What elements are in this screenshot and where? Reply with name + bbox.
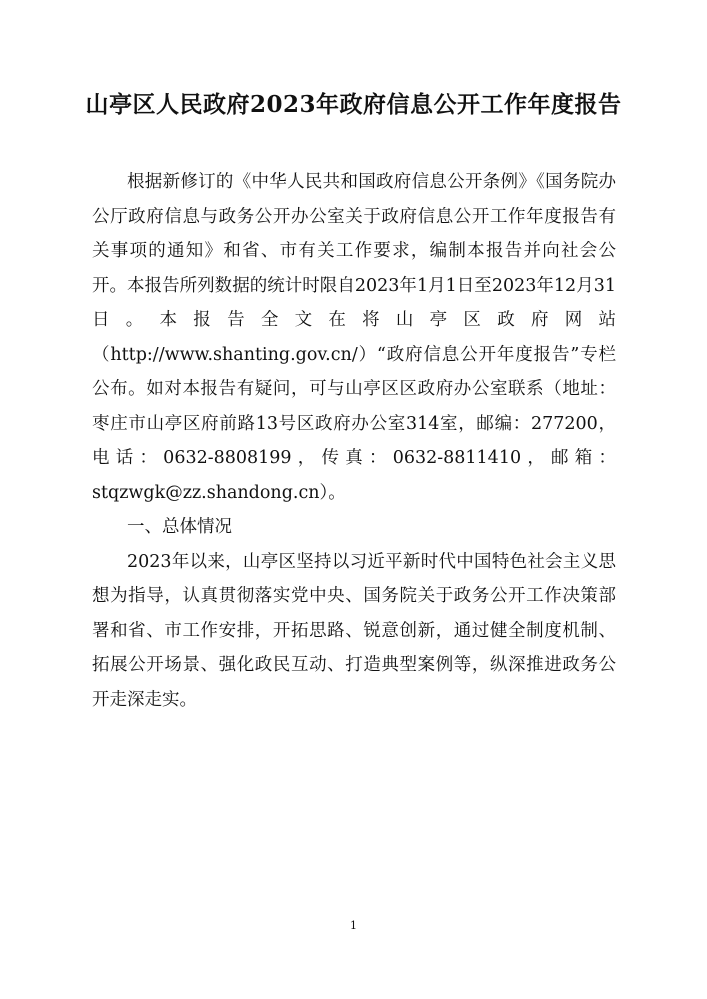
page-number: 1 bbox=[350, 919, 357, 932]
overview-paragraph: 2023年以来，山亭区坚持以习近平新时代中国特色社会主义思想为指导，认真贯彻落实党中央、国务院关于政务公开工作决策部署和省、市工作安排，开拓思路、锐意创新，通过健全制度机制、拓展公开场景、强化政民互动、打造典型案例等，纵深推进政务公开走深走实。 bbox=[92, 551, 616, 710]
document-body bbox=[92, 165, 616, 717]
section-heading-overview: 一、总体情况 bbox=[127, 517, 232, 537]
intro-paragraph: 根据新修订的《中华人民共和国政府信息公开条例》《国务院办公厅政府信息与政务公开办公室关于政府信息公开工作年度报告有关事项的通知》和省、市有关工作要求，编制本报告并向社会公开。本报告所列数据的统计时限自2023年1月1日至2023年12月31日。本报告全文在将山亭区政府网站（http://www.shanting.gov.cn/）“政府信息公开年度报告”专栏公布。如对本报告有疑问，可与山亭区区政府办公室联系（地址：枣庄市山亭区府前路13号区政府办公室314室，邮编：277200，电话：0632-8808199，传真：0632-8811410，邮箱：stqzwgk@zz.shandong.cn）。 bbox=[92, 172, 616, 503]
document-title: 山亭区人民政府2023年政府信息公开工作年度报告 bbox=[85, 91, 622, 118]
